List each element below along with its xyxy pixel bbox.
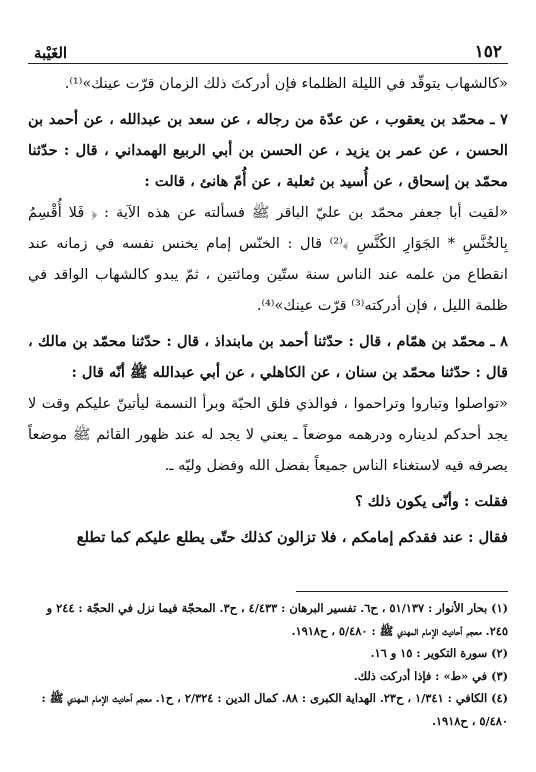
page-body xyxy=(28,68,508,553)
footnote-separator xyxy=(296,591,508,592)
footnote-3: (٣) في «ط» : فإذا أدركت ذلك. xyxy=(353,668,508,683)
paragraph-question: فقلت : وأنّى يكون ذلك ؟ xyxy=(354,493,508,510)
footnote-4: (٤) الكافي : ١/٣٤١ ، ح٢٣. الهداية الكبرى : ٨٨. كمال الدين : ٢/٣٢٤ ، ح١. معجم أحاديث الإمام المهدي ﷺ : ٥/٤٨٠ ، ح١٩١٨. xyxy=(41,691,508,728)
footnotes xyxy=(28,597,508,732)
paragraph-quote-end: «كالشهاب يتوقّد في الليلة الظلماء فإن أدركتَ ذلك الزمان قرّت عينك»⁽¹⁾. xyxy=(64,75,508,92)
paragraph-hadith-7-chain: ٧ ـ محمّد بن يعقوب ، عن عدّة من رجاله ، عن سعد بن عبدالله ، عن أحمد بن الحسن ، عن عمر بن يزيد ، عن الحسن بن أبي الربيع الهمداني ، قال : حدّثنا محمّد بن إسحاق ، عن أُسيد بن ثعلبة ، عن أُمّ هانئ ، قالت : xyxy=(28,111,508,190)
running-title: الغَيْبة xyxy=(34,44,68,62)
page-header xyxy=(34,36,502,62)
paragraph-hadith-8-text: «تواصلوا وتباروا وتراحموا ، فوالذي فلق الحبّة وبرأ النسمة ليأتينّ عليكم وقت لا يجد أحدكم لديناره ودرهمه موضعاً ـ يعني لا يجد له عند ظهور القائم ﷺ موضعاً يصرفه فيه لاستغناء الناس جميعاً بفضل الله وفضل وليّه ـ. xyxy=(28,395,508,474)
footnote-2: (٢) سورة التكوير : ١٥ و ١٦. xyxy=(370,646,508,660)
page-number: ١٥٢ xyxy=(474,42,502,62)
paragraph-answer: فقال : عند فقدكم إمامكم ، فلا تزالون كذلك حتّى يطلع عليكم كما تطلع xyxy=(76,529,508,546)
header-rule xyxy=(28,63,508,64)
footnote-1: (١) بحار الأنوار : ٥١/١٣٧ ، ح٦. تفسير البرهان : ٤/٤٣٣ ، ح٣. المحجّة فيما نزل في الحجّة : ٢٤٤ و ٢٤٥. معجم أحاديث الإمام المهدي ﷺ : ٥/٤٨٠ ، ح١٩١٨. xyxy=(46,601,508,638)
paragraph-hadith-7-text: «لقيت أبا جعفر محمّد بن عليّ الباقر ﷺ فسألته عن هذه الآية : ﴿ فَلا أُقْسِمُ بِالخُنَّسِ * الجَوَارِ الكُنَّسِ ﴾⁽²⁾ قال : الخنّس إمام يخنس نفسه في زمانه عند انقطاع من علمه عند الناس سنة ستّين ومائتين ، ثمّ يبدو كالشهاب الواقد في ظلمة الليل ، فإن أدركته⁽³⁾ قرّت عينك»⁽⁴⁾. xyxy=(28,204,508,314)
paragraph-hadith-8-chain: ٨ ـ محمّد بن همّام ، قال : حدّثنا أحمد بن مابنداذ ، قال : حدّثنا محمّد بن مالك ، قال : حدّثنا محمّد بن سنان ، عن الكاهلي ، عن أبي عبدالله ﷺ أنّه قال : xyxy=(28,333,508,381)
